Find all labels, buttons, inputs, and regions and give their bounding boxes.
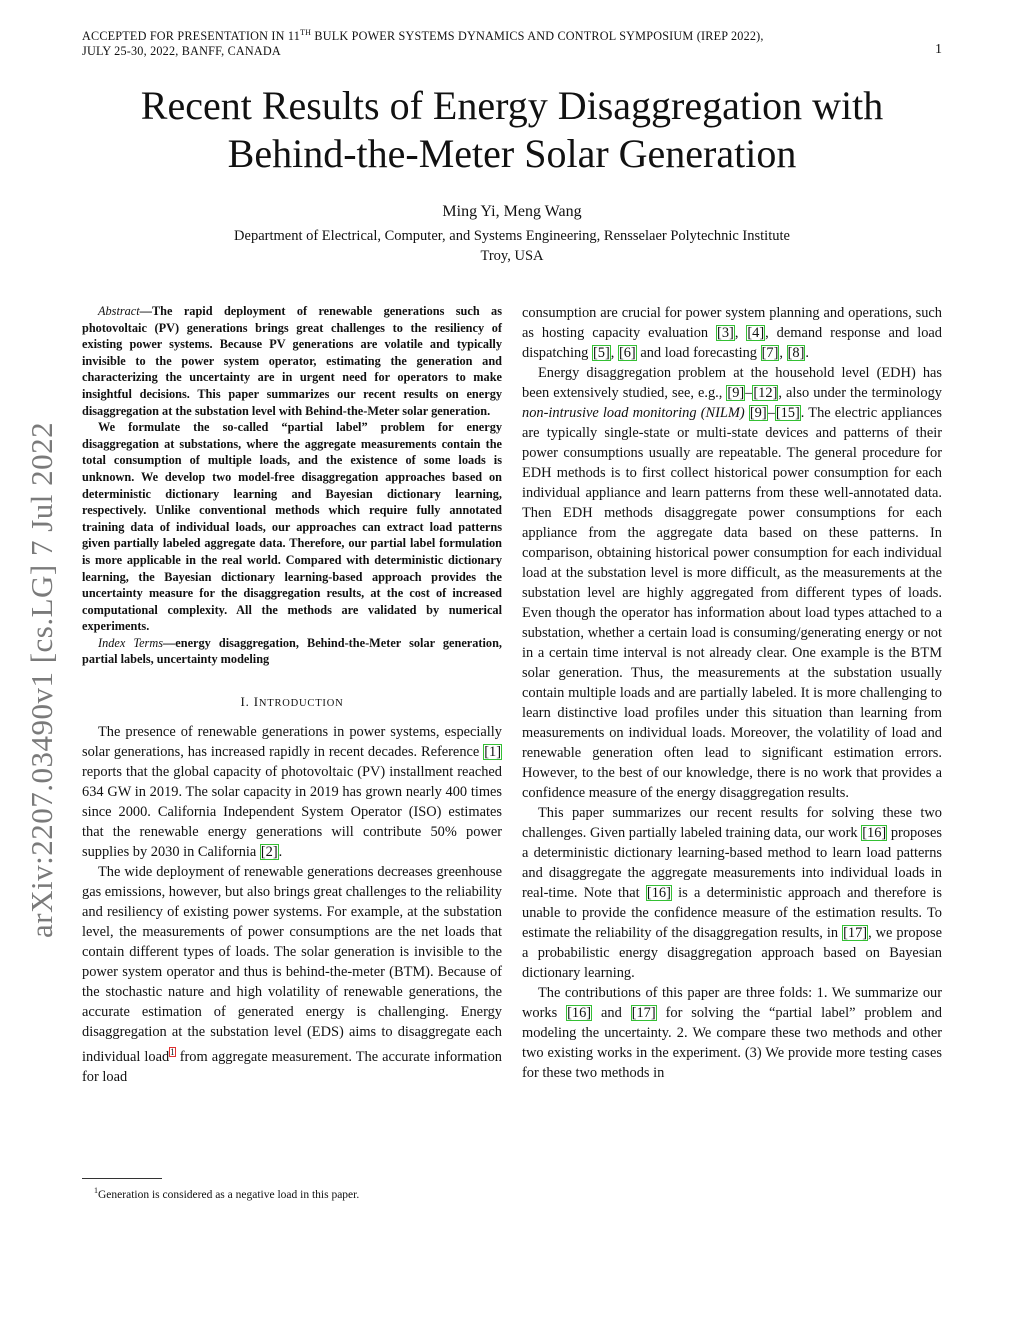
citation-link[interactable]: [17] (843, 925, 868, 941)
citation-link[interactable]: [9] (749, 405, 767, 421)
citation-link[interactable]: [7] (761, 345, 779, 361)
arxiv-stamp: arXiv:2207.03490v1 [cs.LG] 7 Jul 2022 (24, 421, 59, 938)
right-paragraph-1: consumption are crucial for power system planning and operations, such as hosting capacity evaluation [3], [4], demand response and load dispatching [5], [6] and load forecasting [7], [8]. (522, 305, 942, 361)
right-paragraph-2: Energy disaggregation problem at the household level (EDH) has been extensively studied, see, e.g., [9]–[12], also under the terminology non-intrusive load monitoring (NILM) [9]–[15]. The electric appliances are typically single-state or multi-state devices and patterns of their power consumptions usually are repeatable. The general procedure for EDH methods is to first collect historical power consumption for each individual appliance and learn patterns from these well-annotated data. Then EDH methods disaggregate power consumptions for each appliance from the aggregate data based on these patterns. In comparison, obtaining historical power consumption for each individual load at the substation level is more difficult, as the measurements at the substation level are highly aggregated from different types of loads. Even though the operator has information about load types attached to a substation, whether a certain load is consuming/generating energy or not in a certain time interval is not already clear. One example is the BTM solar generation. Thus, the measurements at the substation usually contain multiple loads and are partially labeled. It is more challenging to learn distinctive load profiles under this situation than learning from measurements on individual loads. Moreover, the volatility of load and renewable generation often lead to significant estimation errors. However, to the best of our knowledge, there is no work that provides a confidence measure of the energy disaggregation results. (522, 365, 942, 801)
intro-paragraph-1: The presence of renewable generations in power systems, especially solar generations, has increased rapidly in recent decades. Reference [1] reports that the global capacity of photovoltaic (PV) installment reached 634 GW in 2019. The solar capacity in 2019 has grown nearly 400 times since 2000. California Independent System Operator (ISO) estimates that the renewable energy generations will contribute 50% power supplies by 2030 in California [2]. (82, 724, 502, 861)
citation-link[interactable]: [3] (717, 325, 734, 341)
right-paragraph-4: The contributions of this paper are three folds: 1. We summarize our works [16] and [17] for solving the “partial label” problem and modeling the uncertainty. 2. We compare these two methods and other two existing works in the experiment. (3) We provide more testing cases for these two methods in (522, 985, 943, 1081)
index-terms: Index Terms—energy disaggregation, Behind-the-Meter solar generation, partial labels, uncertainty modeling (82, 635, 502, 667)
abstract-p1: Abstract—The rapid deployment of renewable generations such as photovoltaic (PV) generations brings great challenges to the resiliency of existing power systems. Because PV generations are volatile and typically invisible to the power system operator, estimating the generation and characterizing the uncertainty are in urgent need for operators to make insightful decisions. This paper summarizes our recent results on energy disaggregation at the substation level with Behind-the-Meter solar generation. (82, 304, 502, 418)
abstract-label: Abstract (98, 304, 140, 318)
running-header (82, 25, 942, 59)
citation-link[interactable]: [2] (260, 844, 278, 861)
citation-link[interactable]: [16] (862, 825, 887, 841)
citation-link[interactable]: [8] (787, 345, 805, 361)
citation-link[interactable]: [16] (567, 1005, 592, 1021)
citation-link[interactable]: [16] (646, 885, 671, 901)
authors: Ming Yi, Meng Wang (442, 203, 582, 220)
left-column (82, 303, 502, 1087)
footnote-link[interactable]: 1 (170, 1047, 175, 1058)
citation-link[interactable]: [5] (592, 345, 610, 361)
citation-link[interactable]: [4] (747, 325, 765, 341)
citation-link[interactable]: [6] (618, 345, 636, 361)
paper-title: Recent Results of Energy Disaggregation with Behind-the-Meter Solar Generation (140, 83, 884, 176)
citation-link[interactable]: [1] (484, 744, 501, 761)
page-number: 1 (935, 42, 942, 57)
affiliation: Department of Electrical, Computer, and Systems Engineering, Rensselaer Polytechnic Institute Troy, USA (234, 228, 790, 264)
index-terms-label: Index Terms (98, 635, 163, 650)
right-paragraph-3: This paper summarizes our recent results for solving these two challenges. Given partially labeled training data, our work [16] proposes a deterministic dictionary learning-based method to learn load patterns and disaggregate the aggregate measurements into individual loads in real-time. Note that [16] is a deterministic approach and therefore is unable to provide the confidence measure of the estimation results. To estimate the reliability of the disaggregation results, in [17], we propose a probabilistic energy disaggregation approach based on Bayesian dictionary learning. (522, 805, 942, 981)
intro-paragraph-2: The wide deployment of renewable generations decreases greenhouse gas emissions, however, but also brings great challenges to the reliability and resiliency of existing power systems. For example, at the substation level, the measurements of power consumptions are the net loads that contain different types of loads. The solar generation is invisible to the power system operator and thus is behind-the-meter (BTM). Because of the stochastic nature and high volatility of renewable generations, the accurate estimation of generated energy is challenging. Energy disaggregation at the substation level (EDS) aims to disaggregate each individual load$^1$ from aggregate measurement. The accurate information for load (82, 864, 503, 1085)
citation-link[interactable]: [15] (775, 405, 800, 421)
header-line2: JULY 25-30, 2022, BANFF, CANADA (82, 44, 281, 59)
header-line1: ACCEPTED FOR PRESENTATION IN 11TH BULK POWER SYSTEMS DYNAMICS AND CONTROL SYMPOSIUM (IREP 2022), (82, 28, 764, 44)
citation-link[interactable]: [12] (753, 385, 778, 401)
citation-link[interactable]: [9] (727, 385, 745, 401)
right-column (522, 303, 942, 1083)
footnote: $^1$Generation is considered as a negative load in this paper. (94, 1186, 360, 1201)
section-heading-introduction: I. INTRODUCTION (240, 694, 344, 710)
footnote-rule (82, 1178, 162, 1179)
citation-link[interactable]: [17] (631, 1005, 656, 1021)
abstract-p2: We formulate the so-called “partial label” problem for energy disaggregation at substations, where the aggregate measurements contain the total consumption of multiple loads, and the existence of some loads is unknown. We develop two model-free disaggregation approaches based on deterministic dictionary learning and Bayesian dictionary learning, respectively. Unlike conventional methods which require fully annotated training data of individual loads, our approaches can extract load patterns given partially labeled aggregate data. Therefore, our partial label formulation is more applicable in the real world. Compared with deterministic dictionary learning, the Bayesian dictionary learning-based approach provides the uncertainty measure for the disaggregation results, at the cost of increased computational complexity. All the methods are validated by numerical experiments. (82, 420, 502, 634)
